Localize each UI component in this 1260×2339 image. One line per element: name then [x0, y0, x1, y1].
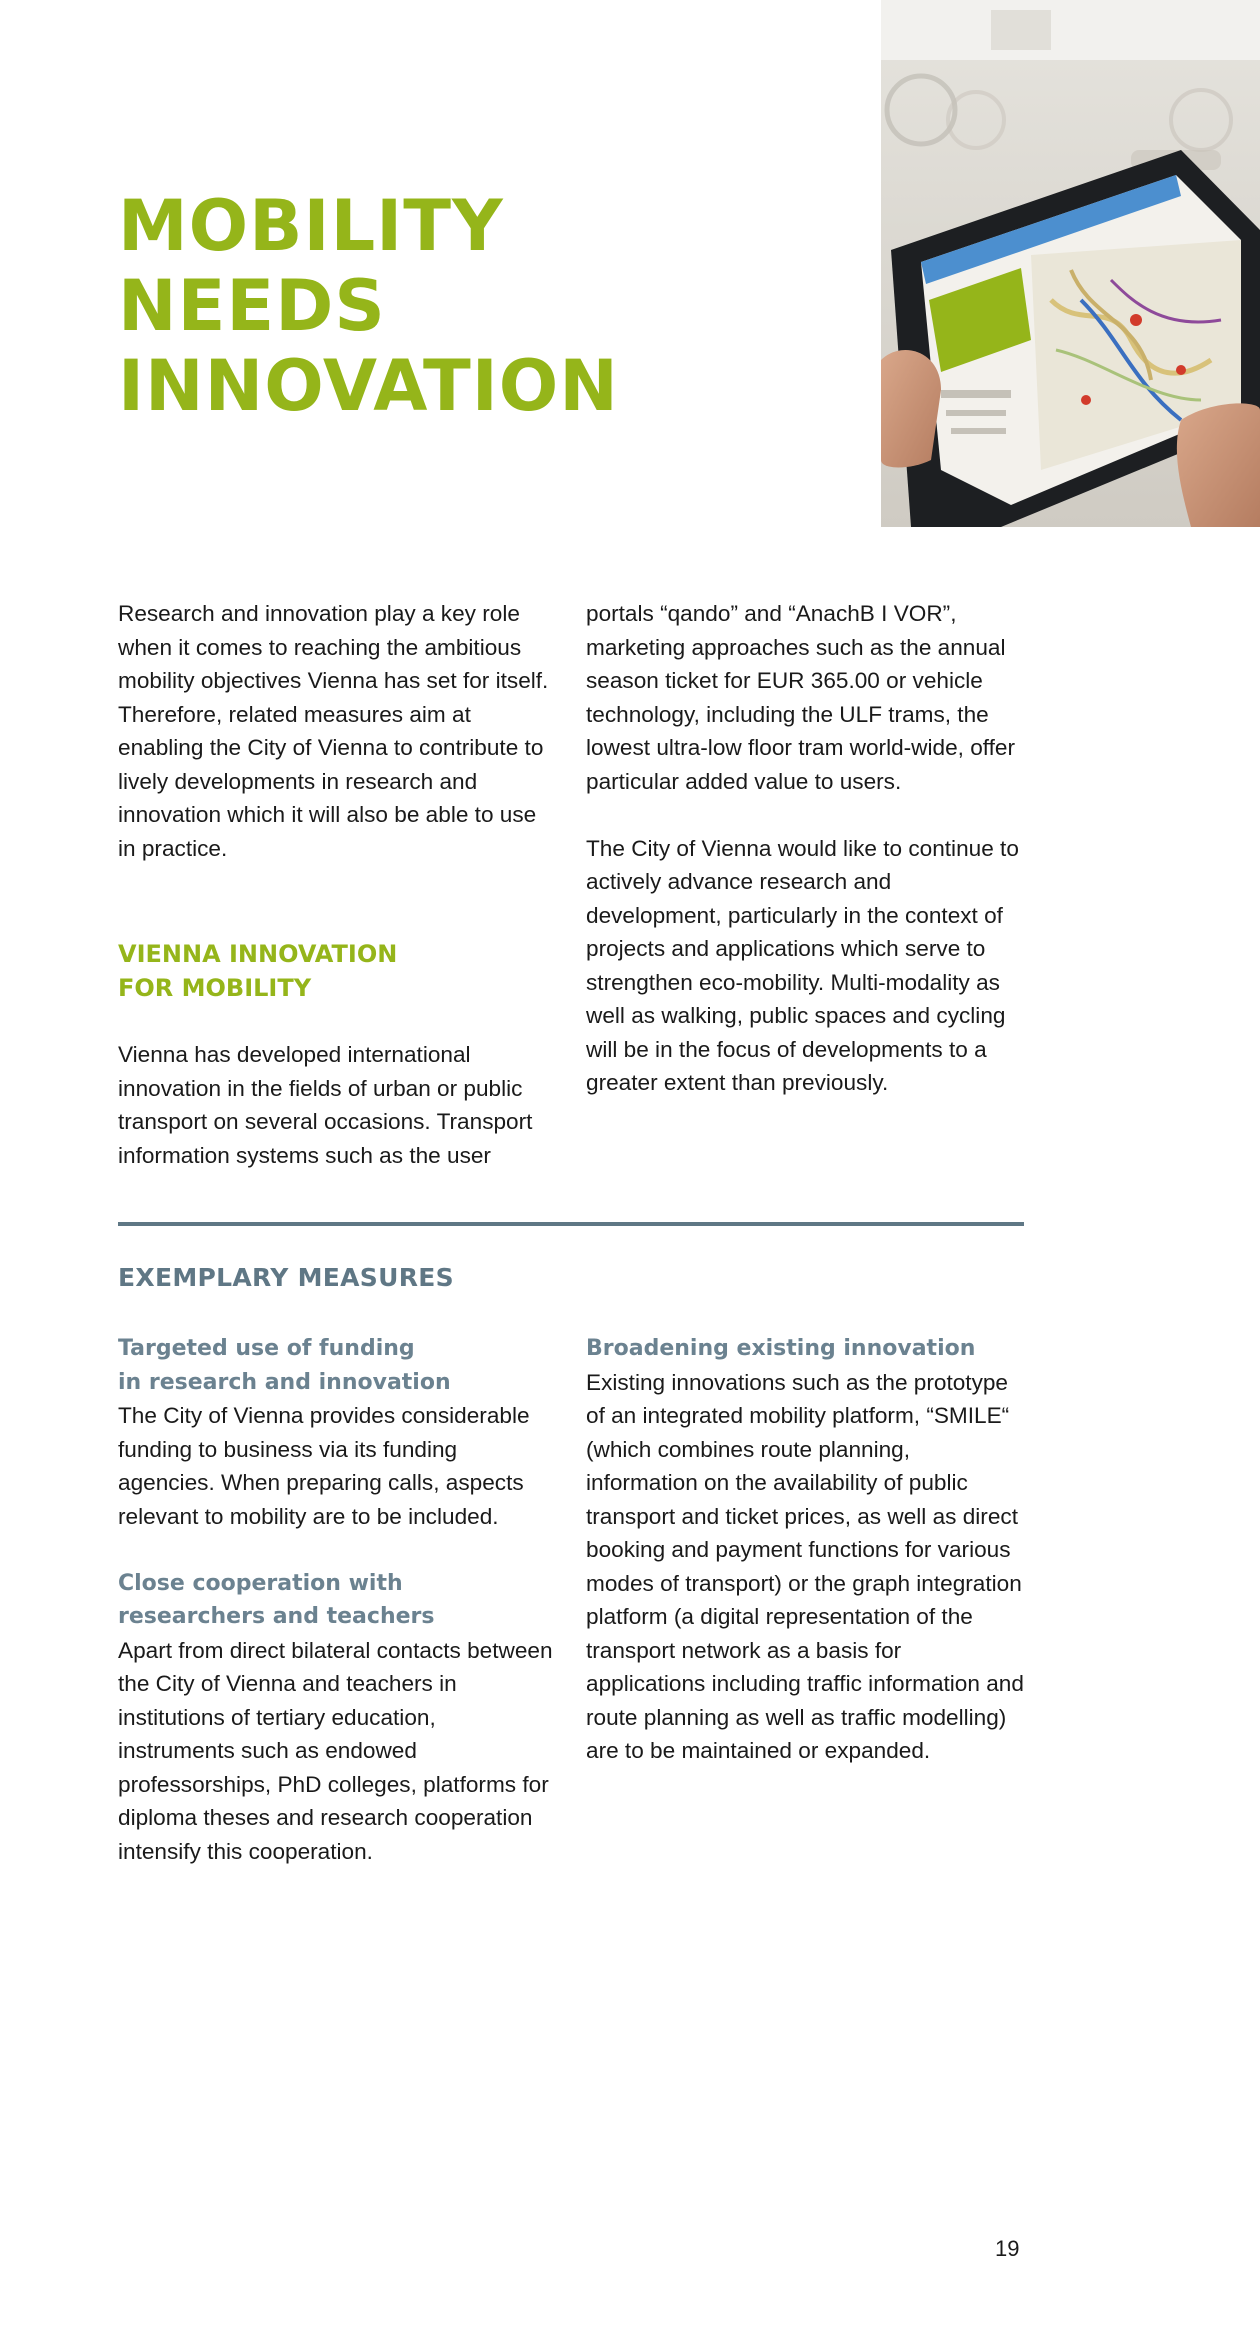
subhead-line: Close cooperation with	[118, 1570, 403, 1596]
subhead-line: researchers and teachers	[118, 1604, 435, 1629]
tablet-map-photo	[881, 0, 1260, 527]
vienna-innovation-heading	[118, 937, 558, 1005]
funding-measure-title	[118, 1332, 558, 1399]
funding-measure-text: The City of Vienna provides considerable funding to business via its funding agencies. When preparing calls, aspects relevant to mobility are to be included.	[118, 1403, 530, 1529]
page-title	[118, 185, 619, 427]
title-line: NEEDS	[118, 265, 386, 347]
broadening-measure-text: Existing innovations such as the prototype of an integrated mobility platform, “SMILE“ (which combines route planning, information on the availability of public transport and ticket prices, as well as direct booking and payment functions for various modes of transport) or the graph integration platform (a digital representation of the transport network as a basis for applications including traffic information and route planning as well as traffic modelling) are to be maintained or expanded.	[586, 1369, 1024, 1763]
portals-paragraph: portals “qando” and “AnachB I VOR”, marketing approaches such as the annual season ticket for EUR 365.00 or vehicle technology, including the ULF trams, the lowest ultra-low floor tram world-wide, offer particular added value to users.	[586, 601, 1016, 794]
page-number: 19	[995, 2236, 1020, 2261]
cooperation-measure-title	[118, 1567, 558, 1634]
intro-column-right	[586, 597, 1026, 1100]
section-divider	[118, 1222, 1024, 1226]
intro-paragraph: Research and innovation play a key role when it comes to reaching the ambitious mobility objectives Vienna has set for itself. Therefore, related measures aim at enabling the City of Vienna to contribute to lively developments in research and innovation which it will also be able to use in practice.	[118, 601, 549, 861]
cooperation-measure-text: Apart from direct bilateral contacts between the City of Vienna and teachers in institutions of tertiary education, instruments such as endowed professorships, PhD colleges, platforms for diploma theses and research cooperation intensify this cooperation.	[118, 1637, 553, 1864]
subhead-line: in research and innovation	[118, 1369, 451, 1395]
intro-column-left	[118, 597, 558, 1172]
heading-line: FOR MOBILITY	[118, 974, 312, 1002]
subhead-line: Targeted use of funding	[118, 1336, 415, 1361]
research-paragraph: The City of Vienna would like to continue to actively advance research and development, particularly in the context of projects and applications which serve to strengthen eco-mobility. Multi-modality as well as walking, public spaces and cycling will be in the focus of developments to a greater extent than previously.	[586, 835, 1019, 1095]
measures-column-left	[118, 1332, 558, 1868]
heading-line: VIENNA INNOVATION	[118, 940, 398, 968]
exemplary-measures-heading: EXEMPLARY MEASURES	[118, 1263, 454, 1292]
title-line: MOBILITY	[118, 185, 504, 267]
measures-column-right	[586, 1332, 1026, 1768]
innovation-paragraph: Vienna has developed international innovation in the fields of urban or public transport on several occasions. Transport information systems such as the user	[118, 1042, 533, 1168]
title-line: INNOVATION	[118, 345, 619, 427]
tablet-photo-illustration	[881, 0, 1260, 527]
broadening-measure-title: Broadening existing innovation	[586, 1336, 976, 1361]
